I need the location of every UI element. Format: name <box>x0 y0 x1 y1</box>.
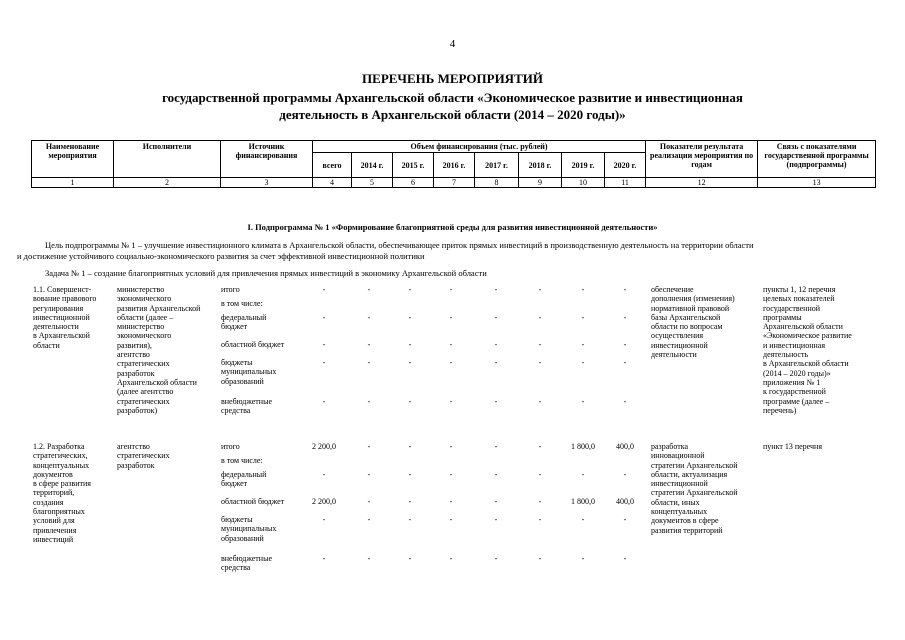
funding-source-line: федеральный <box>221 470 267 479</box>
funding-source-line: средства <box>221 406 251 416</box>
funding-source-line: образований <box>221 533 264 543</box>
funding-source-line: образований <box>221 376 264 386</box>
funding-source <box>221 340 311 349</box>
funding-source <box>221 397 311 416</box>
measure-indicators-line: инновационной <box>651 451 705 461</box>
funding-source-line: в том числе: <box>221 299 263 308</box>
measure-executors-line: разработок <box>117 368 155 378</box>
funding-value: - <box>322 515 326 524</box>
measure-executors <box>117 442 222 470</box>
funding-value: - <box>449 340 453 349</box>
funding-source-line: итого <box>221 285 240 294</box>
measure-indicators-line: документов в сфере <box>651 516 719 526</box>
header-year: 2019 г. <box>562 153 605 178</box>
measure-executors-line: стратегических <box>117 451 170 461</box>
measure-indicators-line: разработка <box>651 442 689 451</box>
funding-value: - <box>367 515 371 524</box>
funding-value: - <box>408 313 412 322</box>
header-indicators: Показатели результата реализации мероприятия по годам <box>646 141 758 178</box>
funding-value: - <box>322 340 326 349</box>
measure-executors-line: министерство <box>117 322 165 332</box>
funding-value: - <box>623 515 627 524</box>
header-year: 2015 г. <box>393 153 434 178</box>
funding-value: - <box>538 497 542 506</box>
funding-value: - <box>367 358 371 367</box>
funding-value: - <box>408 470 412 479</box>
goal-text-line-2: и достижение устойчивого социально-экономического развития за счет эффективной инвестиционной политики <box>17 251 425 261</box>
funding-source-line: муниципальных <box>221 524 277 534</box>
column-number: 8 <box>475 178 519 188</box>
funding-value: - <box>581 285 585 294</box>
funding-value: - <box>449 397 453 406</box>
funding-value: - <box>322 554 326 563</box>
measure-indicators-line: нормативной правовой <box>651 303 730 313</box>
funding-value: - <box>367 554 371 563</box>
measure-name-line: привлечения <box>33 525 77 535</box>
funding-value: - <box>581 470 585 479</box>
measure-program-link-line: программе (далее – <box>763 396 830 406</box>
measure-program-link <box>763 285 879 415</box>
measure-name-line: 1.1. Совершенст- <box>33 285 92 294</box>
funding-value: - <box>581 340 585 349</box>
funding-value: - <box>538 554 542 563</box>
measure-name-line: в Архангельской <box>33 331 90 341</box>
funding-value: 1 800,0 <box>571 497 595 506</box>
measure-executors-line: развития Архангельской <box>117 303 201 313</box>
funding-value: - <box>494 554 498 563</box>
funding-value: - <box>408 554 412 563</box>
funding-source-line: федеральный <box>221 313 267 322</box>
measure-indicators-line: стратегии Архангельской <box>651 488 738 498</box>
column-number: 9 <box>519 178 562 188</box>
header-year: 2018 г. <box>519 153 562 178</box>
header-volume: Объем финансирования (тыс. рублей) <box>313 141 646 153</box>
funding-value: - <box>408 497 412 506</box>
funding-value: 400,0 <box>616 497 634 506</box>
measure-name-line: документов <box>33 469 73 479</box>
funding-value: - <box>367 340 371 349</box>
measure-executors-line: разработок) <box>117 405 158 415</box>
document-subtitle-line-2: деятельность в Архангельской области (2014 – 2020 годы)» <box>279 107 626 122</box>
funding-value: - <box>494 285 498 294</box>
funding-source-line: бюджет <box>221 479 248 489</box>
funding-value: - <box>538 470 542 479</box>
measure-program-link-line: государственной <box>763 303 821 313</box>
header-total: всего <box>313 153 352 178</box>
measure-program-link-line: программы <box>763 312 802 322</box>
section-title: I. Подпрограмма № 1 «Формирование благоприятной среды для развития инвестиционной деятельности» <box>247 222 658 232</box>
column-number: 1 <box>32 178 114 188</box>
funding-source <box>221 515 311 543</box>
funding-value: - <box>322 397 326 406</box>
funding-value: - <box>494 313 498 322</box>
funding-value: - <box>367 442 371 451</box>
funding-source <box>221 456 311 465</box>
measure-indicators-line: концептуальных <box>651 507 708 517</box>
measure-program-link-line: в Архангельской области <box>763 359 849 369</box>
measure-name-line: области <box>33 340 60 350</box>
measure-name-line: в сфере развития <box>33 479 91 489</box>
funding-value: - <box>449 285 453 294</box>
funding-value: 2 200,0 <box>312 497 336 506</box>
header-link: Связь с показателями государственной программы (подпрограммы) <box>758 141 876 178</box>
header-source: Источник финансирования <box>221 141 313 178</box>
funding-value: - <box>408 285 412 294</box>
funding-value: - <box>322 358 326 367</box>
funding-value: - <box>449 358 453 367</box>
measure-name-line: деятельности <box>33 322 79 332</box>
funding-source <box>221 358 311 386</box>
funding-source <box>221 313 311 332</box>
funding-value: - <box>449 554 453 563</box>
funding-source-line: бюджеты <box>221 358 253 367</box>
measure-program-link <box>763 442 879 451</box>
goal-text <box>17 240 876 262</box>
header-year: 2016 г. <box>434 153 475 178</box>
funding-value: - <box>449 497 453 506</box>
funding-value: - <box>538 313 542 322</box>
funding-value: - <box>322 313 326 322</box>
measure-executors-line: разработок <box>117 460 155 470</box>
column-number: 13 <box>758 178 876 188</box>
measure-program-link-line: пункт 13 перечня <box>763 442 823 451</box>
column-number: 6 <box>393 178 434 188</box>
measure-executors-line: министерство <box>117 285 165 294</box>
measure-executors-line: развития), <box>117 340 152 350</box>
funding-source-line: в том числе: <box>221 456 263 465</box>
measure-program-link-line: целевых показателей <box>763 294 835 304</box>
measure-executors-line: экономического <box>117 331 172 341</box>
funding-value: - <box>581 313 585 322</box>
funding-value: - <box>408 442 412 451</box>
column-number: 4 <box>313 178 352 188</box>
funding-value: - <box>494 497 498 506</box>
header-name: Наименование мероприятия <box>32 141 114 178</box>
funding-value: - <box>408 397 412 406</box>
funding-source-line: областной бюджет <box>221 340 285 349</box>
funding-source <box>221 554 311 573</box>
measure-name-line: стратегических, <box>33 451 88 461</box>
funding-source <box>221 442 311 451</box>
measure-executors-line: экономического <box>117 294 172 304</box>
task-text: Задача № 1 – создание благоприятных условий для привлечения прямых инвестиций в экономику Архангельской области <box>45 268 487 278</box>
funding-value: - <box>494 515 498 524</box>
measure-name-line: благоприятных <box>33 507 85 517</box>
column-number: 11 <box>605 178 646 188</box>
measure-name-line: условий для <box>33 516 75 526</box>
goal-text-line-1: Цель подпрограммы № 1 – улучшение инвестиционного климата в Архангельской области, обеспечивающее приток прямых инвестиций в производственную деятельность на территории области <box>45 240 754 250</box>
funding-value: - <box>538 358 542 367</box>
funding-value: - <box>623 554 627 563</box>
measure-executors-line: Архангельской области <box>117 377 197 387</box>
funding-value: - <box>623 313 627 322</box>
funding-value: - <box>581 554 585 563</box>
measure-name-line: инвестиций <box>33 534 74 544</box>
funding-value: - <box>581 515 585 524</box>
measure-name-line: вование правового <box>33 294 97 304</box>
funding-source <box>221 470 311 489</box>
measure-program-link-line: к государственной <box>763 387 826 397</box>
funding-source <box>221 497 311 506</box>
measure-indicators <box>651 442 761 535</box>
funding-source-line: бюджет <box>221 322 248 332</box>
funding-value: 1 800,0 <box>571 442 595 451</box>
funding-value: - <box>623 340 627 349</box>
measure-program-link-line: перечень) <box>763 405 797 415</box>
funding-value: - <box>494 397 498 406</box>
table-header <box>31 140 876 188</box>
measure-name-line: концептуальных <box>33 460 90 470</box>
funding-source <box>221 285 311 294</box>
funding-value: - <box>408 358 412 367</box>
measure-executors-line: области (далее – <box>117 312 174 322</box>
funding-value: - <box>538 285 542 294</box>
measure-indicators-line: развития территорий <box>651 525 723 535</box>
measure-indicators-line: области, иных <box>651 497 700 507</box>
funding-value: - <box>538 515 542 524</box>
measure-name <box>33 285 115 350</box>
measure-name <box>33 442 115 544</box>
funding-value: - <box>623 285 627 294</box>
funding-value: - <box>494 442 498 451</box>
measure-indicators-line: области по вопросам <box>651 322 723 332</box>
measure-indicators-line: стратегии Архангельской <box>651 460 738 470</box>
measure-name-line: регулирования <box>33 303 84 313</box>
funding-value: - <box>449 470 453 479</box>
funding-value: - <box>581 358 585 367</box>
funding-value: - <box>449 515 453 524</box>
measure-indicators-line: инвестиционной <box>651 340 708 350</box>
measure-indicators <box>651 285 761 359</box>
header-executors: Исполнители <box>114 141 221 178</box>
measure-program-link-line: и инвестиционная <box>763 340 826 350</box>
column-number: 10 <box>562 178 605 188</box>
measure-program-link-line: Архангельской области <box>763 322 843 332</box>
funding-value: - <box>494 340 498 349</box>
measure-program-link-line: пункты 1, 12 перечня <box>763 285 836 294</box>
measure-indicators-line: осуществления <box>651 331 704 341</box>
funding-source-line: областной бюджет <box>221 497 285 506</box>
funding-value: - <box>322 285 326 294</box>
funding-source-line: внебюджетные <box>221 397 272 406</box>
document-subtitle-line-1: государственной программы Архангельской области «Экономическое развитие и инвестиционная <box>162 90 743 105</box>
measure-indicators-line: инвестиционной <box>651 479 708 489</box>
funding-source-line: средства <box>221 563 251 573</box>
column-number: 5 <box>352 178 393 188</box>
funding-value: - <box>623 470 627 479</box>
funding-source <box>221 299 311 308</box>
header-year: 2017 г. <box>475 153 519 178</box>
funding-source-line: итого <box>221 442 240 451</box>
page-number: 4 <box>449 38 456 50</box>
column-number: 7 <box>434 178 475 188</box>
funding-value: - <box>581 397 585 406</box>
document-title: ПЕРЕЧЕНЬ МЕРОПРИЯТИЙ <box>362 71 543 86</box>
measure-name-line: инвестиционной <box>33 312 90 322</box>
measure-program-link-line: «Экономическое развитие <box>763 331 852 341</box>
measure-executors-line: агентство <box>117 442 150 451</box>
measure-name-line: 1.2. Разработка <box>33 442 85 451</box>
funding-value: - <box>449 442 453 451</box>
column-number: 12 <box>646 178 758 188</box>
column-number: 2 <box>114 178 221 188</box>
measure-indicators-line: дополнения (изменения) <box>651 294 735 304</box>
funding-value: - <box>367 397 371 406</box>
measure-indicators-line: деятельности <box>651 350 697 360</box>
funding-value: - <box>623 358 627 367</box>
measure-program-link-line: приложения № 1 <box>763 377 821 387</box>
funding-value: - <box>367 470 371 479</box>
header-year: 2014 г. <box>352 153 393 178</box>
measure-indicators-line: обеспечение <box>651 285 694 294</box>
header-year: 2020 г. <box>605 153 646 178</box>
measure-executors-line: стратегических <box>117 359 170 369</box>
measure-program-link-line: деятельность <box>763 350 809 360</box>
funding-value: - <box>494 358 498 367</box>
funding-value: - <box>538 340 542 349</box>
funding-value: - <box>538 397 542 406</box>
funding-value: 2 200,0 <box>312 442 336 451</box>
measure-executors-line: (далее агентство <box>117 387 174 397</box>
funding-value: - <box>367 313 371 322</box>
funding-source-line: бюджеты <box>221 515 253 524</box>
funding-value: - <box>367 285 371 294</box>
measure-executors-line: агентство <box>117 350 150 360</box>
measure-name-line: создания <box>33 497 64 507</box>
funding-value: - <box>322 470 326 479</box>
measure-executors <box>117 285 222 415</box>
funding-value: - <box>538 442 542 451</box>
column-number: 3 <box>221 178 313 188</box>
funding-source-line: муниципальных <box>221 367 277 377</box>
funding-source-line: внебюджетные <box>221 554 272 563</box>
funding-value: - <box>408 515 412 524</box>
funding-value: - <box>623 397 627 406</box>
funding-value: - <box>449 313 453 322</box>
funding-value: - <box>494 470 498 479</box>
measure-executors-line: стратегических <box>117 396 170 406</box>
funding-value: 400,0 <box>616 442 634 451</box>
measure-indicators-line: области, актуализация <box>651 469 728 479</box>
measure-program-link-line: (2014 – 2020 годы)» <box>763 368 831 378</box>
measure-indicators-line: базы Архангельской <box>651 312 721 322</box>
measure-name-line: территорий, <box>33 488 75 498</box>
funding-value: - <box>408 340 412 349</box>
funding-value: - <box>367 497 371 506</box>
